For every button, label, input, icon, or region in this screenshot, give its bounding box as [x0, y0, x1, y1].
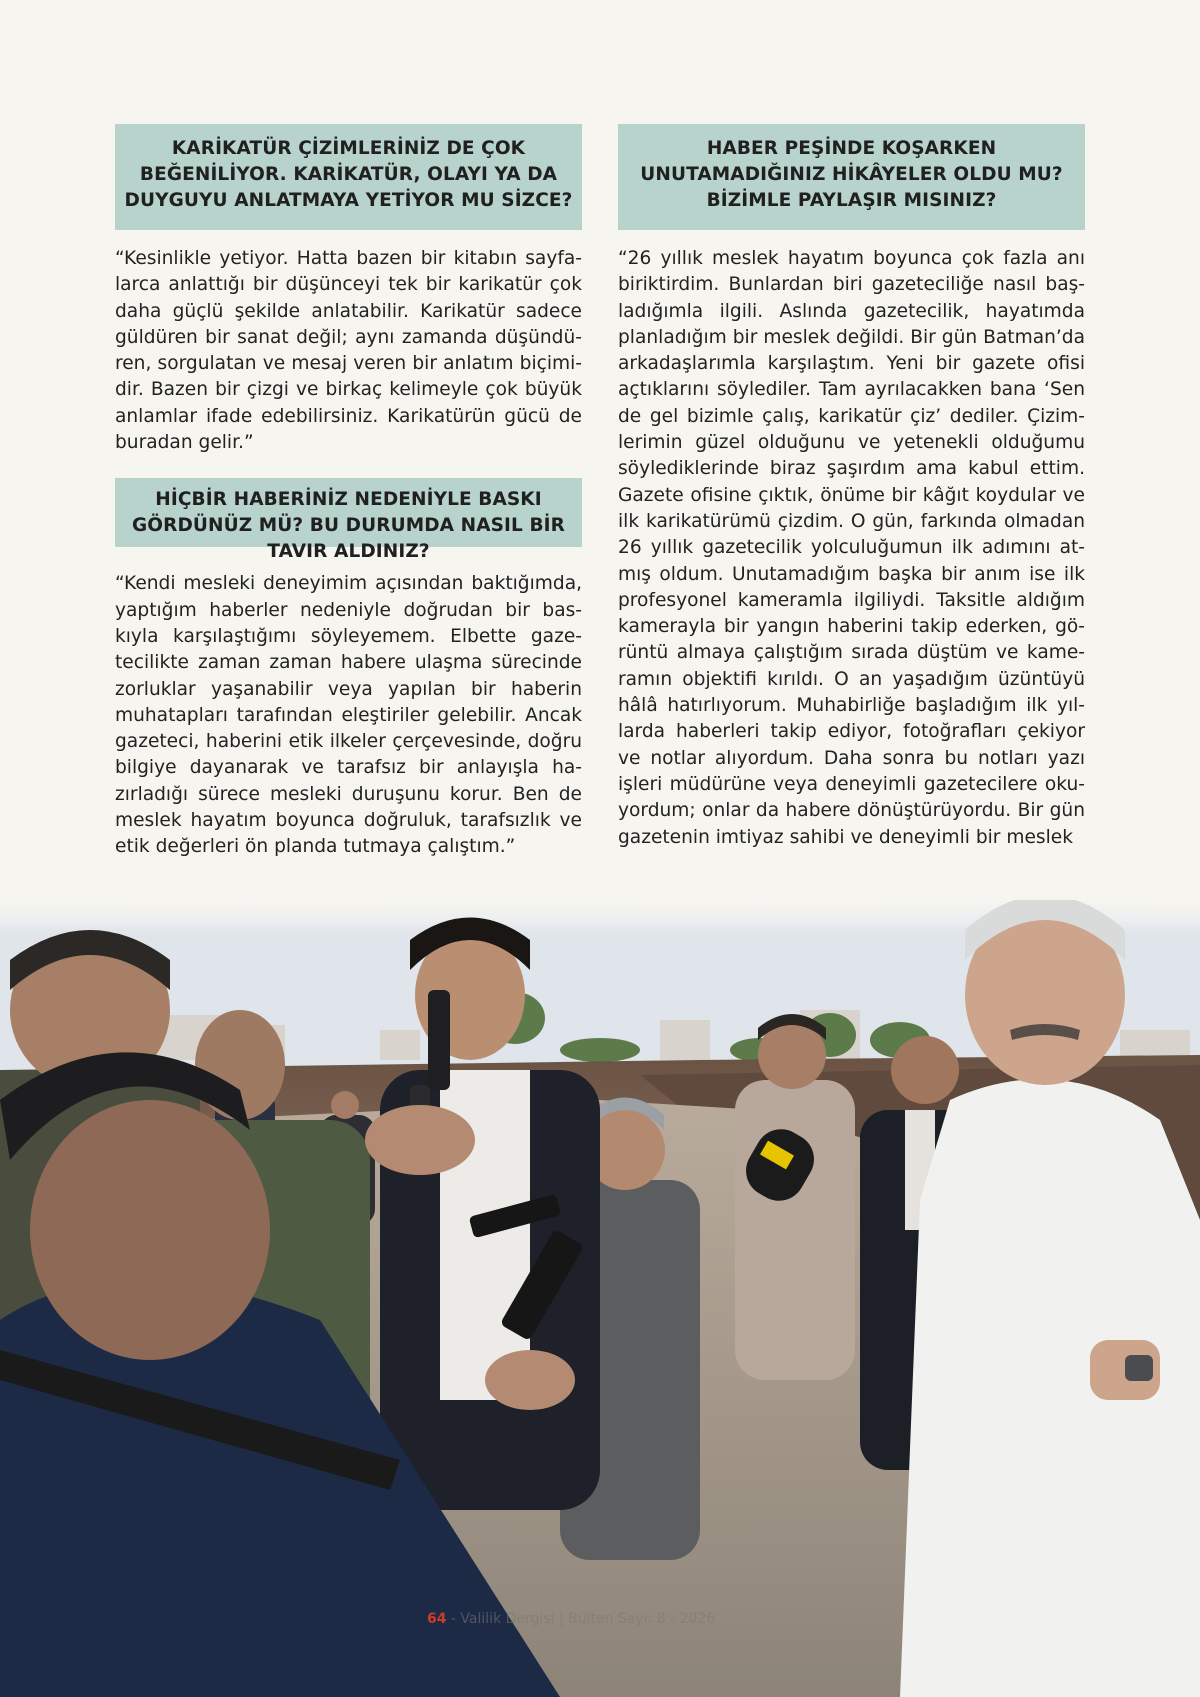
right-column [618, 124, 1085, 851]
page-number: 64 [427, 1611, 447, 1627]
page-footer [427, 1611, 715, 1627]
footer-publication: - Valilik Dergisi | Bülten Sayı: 8 - 2026 [446, 1611, 716, 1627]
question-heading-1: KARİKATÜR ÇİZİMLERİNİZ DE ÇOK BEĞENİLİYOR. KARİKATÜR, OLAYI YA DA DUYGUYU ANLATMAYA YETİYOR MU SİZCE? [115, 124, 582, 230]
press-interview-photo [0, 900, 1200, 1697]
answer-paragraph-2: “Kendi mesleki deneyimim açısından baktığımda, yaptığım haberler nedeniyle doğrudan bir baskıyla karşılaştığımı söyleyemem. Elbette gazetecilikte zaman zaman habere ulaşma sürecinde zorluklar yaşanabilir veya yapılan bir haberin muhatapları tarafından eleştiriler gelebilir. Ancak gazeteci, haberini etik ilkeler çerçevesinde, doğru bilgiye dayanarak ve tarafsız bir anlayışla hazırladığı sürece mesleki duruşunu korur. Ben de meslek hayatım boyunca doğruluk, tarafsızlık ve etik değerleri ön planda tutmaya çalıştım.” [115, 573, 582, 858]
answer-paragraph-1: “Kesinlikle yetiyor. Hatta bazen bir kitabın sayfalarca anlattığı bir düşünceyi tek bir karikatür çok daha güçlü şekilde anlatabilir. Karikatür sadece güldüren bir sanat değil; aynı zamanda düşündüren, sorgulatan ve mesaj veren bir anlatım biçimidir. Bazen bir çizgi ve birkaç kelimeyle çok büyük anlamlar ifade edebilirsiniz. Karikatürün gücü de buradan gelir.” [115, 248, 582, 454]
question-heading-3: HABER PEŞİNDE KOŞARKEN UNUTAMADIĞINIZ HİKÂYELER OLDU MU? BİZİMLE PAYLAŞIR MISINIZ? [618, 124, 1085, 230]
left-column [115, 124, 582, 861]
question-heading-2: HİÇBİR HABERİNİZ NEDENİYLE BASKI GÖRDÜNÜZ MÜ? BU DURUMDA NASIL BİR TAVIR ALDINIZ? [115, 478, 582, 547]
answer-paragraph-3: “26 yıllık meslek hayatım boyunca çok fazla anı biriktirdim. Bunlardan biri gazeteciliğe nasıl başladığımla ilgili. Aslında gazetecilik, hayatımda planladığım bir meslek değildi. Bir gün Batman’da arkadaşlarımla karşılaştım. Yeni bir gazete ofisi açtıklarını söylediler. Tam ayrılacakken bana ‘Sen de gel bizimle çalış, karikatür çiz’ dediler. Çizimlerimin güzel olduğunu ve yetenekli olduğumu söylediklerinde biraz şaşırdım ama kabul ettim. Gazete ofisine çıktık, önüme bir kâğıt koydular ve ilk karikatürümü çizdim. O gün, farkında olmadan 26 yıllık gazetecilik yolculuğumun ilk adımını atmış oldum. Unutamadığım başka bir anım ise ilk profesyonel kameramla ilgiliydi. Taksitle aldığım kamerayla bir yangın haberini takip ederken, görüntü almaya çalıştığım sırada düştüm ve kameramın objektifi kırıldı. O an yaşadığım üzüntüyü hâlâ hatırlıyorum. Muhabirliğe başladığım ilk yıllarda haberleri takip ediyor, fotoğrafları çekiyor ve notlar alıyordum. Daha sonra bu notları yazı işleri müdürüne veya deneyimli gazetecilere okuyordum; onlar da habere dönüştürüyordu. Bir gün gazetenin imtiyaz sahibi ve deneyimli bir meslek [618, 248, 1085, 848]
